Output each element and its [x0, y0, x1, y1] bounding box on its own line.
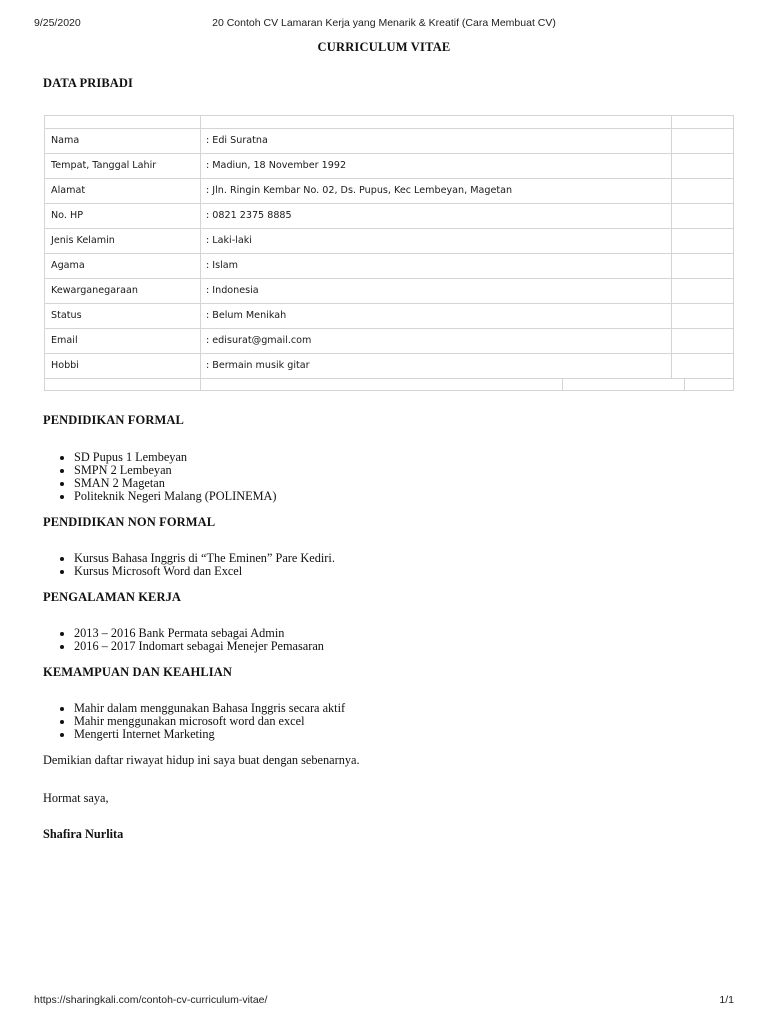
table-row: [45, 153, 733, 178]
list-item: • Mengerti Internet Marketing: [74, 728, 345, 741]
list-item: • Kursus Microsoft Word dan Excel: [74, 565, 335, 578]
print-page-title: 20 Contoh CV Lamaran Kerja yang Menarik & Kreatif (Cara Membuat CV): [212, 17, 556, 29]
list-item: • Politeknik Negeri Malang (POLINEMA): [74, 490, 277, 503]
row-label: Nama: [51, 135, 80, 146]
print-date: 9/25/2020: [34, 17, 81, 29]
row-label: Alamat: [51, 185, 86, 196]
table-row: [45, 328, 733, 353]
personal-data-heading: DATA PRIBADI: [43, 76, 133, 90]
skills-list: [43, 702, 345, 741]
list-item: • SD Pupus 1 Lembeyan: [74, 451, 277, 464]
row-value: : Laki-laki: [206, 235, 252, 246]
work-experience-heading: PENGALAMAN KERJA: [43, 590, 182, 604]
row-value: : 0821 2375 8885: [206, 210, 292, 221]
list-item: • Kursus Bahasa Inggris di “The Eminen” Pare Kediri.: [74, 552, 335, 565]
list-item: • SMAN 2 Magetan: [74, 477, 277, 490]
skills-heading: KEMAMPUAN DAN KEAHLIAN: [43, 665, 232, 679]
non-formal-education-list: [43, 552, 335, 578]
row-label: Email: [51, 335, 78, 346]
personal-data-table: [44, 115, 734, 391]
list-item: • Mahir menggunakan microsoft word dan excel: [74, 715, 345, 728]
row-label: Jenis Kelamin: [51, 235, 115, 246]
row-value: : edisurat@gmail.com: [206, 335, 312, 346]
row-value: : Bermain musik gitar: [206, 360, 310, 371]
list-item: • Mahir dalam menggunakan Bahasa Inggris secara aktif: [74, 702, 345, 715]
row-label: Tempat, Tanggal Lahir: [51, 160, 157, 171]
closing-statement: Demikian daftar riwayat hidup ini saya buat dengan sebenarnya.: [43, 753, 360, 767]
formal-education-list: [43, 451, 277, 503]
list-item: • SMPN 2 Lembeyan: [74, 464, 277, 477]
row-label: Kewarganegaraan: [51, 285, 138, 296]
table-row: [45, 178, 733, 203]
table-row: [45, 128, 733, 153]
list-item: • 2016 – 2017 Indomart sebagai Menejer Pemasaran: [74, 640, 324, 653]
table-row: [45, 203, 733, 228]
work-experience-list: [43, 627, 324, 653]
table-row: [45, 228, 733, 253]
table-row: [45, 303, 733, 328]
row-label: Hobbi: [51, 360, 79, 371]
row-label: Status: [51, 310, 82, 321]
list-item: • 2013 – 2016 Bank Permata sebagai Admin: [74, 627, 324, 640]
table-row: [45, 278, 733, 303]
salutation: Hormat saya,: [43, 791, 109, 805]
row-value: : Belum Menikah: [206, 310, 287, 321]
row-value: : Madiun, 18 November 1992: [206, 160, 347, 171]
non-formal-education-heading: PENDIDIKAN NON FORMAL: [43, 515, 216, 529]
source-url-link[interactable]: https://sharingkali.com/contoh-cv-curriculum-vitae/: [34, 994, 268, 1006]
row-value: : Islam: [206, 260, 238, 271]
signature-name: Shafira Nurlita: [43, 827, 124, 841]
row-label: No. HP: [51, 210, 83, 221]
row-value: : Jln. Ringin Kembar No. 02, Ds. Pupus, Kec Lembeyan, Magetan: [206, 185, 513, 196]
document-title: CURRICULUM VITAE: [317, 40, 451, 54]
formal-education-heading: PENDIDIKAN FORMAL: [43, 413, 184, 427]
page-count: 1/1: [719, 994, 734, 1006]
table-row: [45, 353, 733, 378]
row-value: : Indonesia: [206, 285, 259, 296]
row-value: : Edi Suratna: [206, 135, 268, 146]
row-label: Agama: [51, 260, 85, 271]
table-row: [45, 253, 733, 278]
